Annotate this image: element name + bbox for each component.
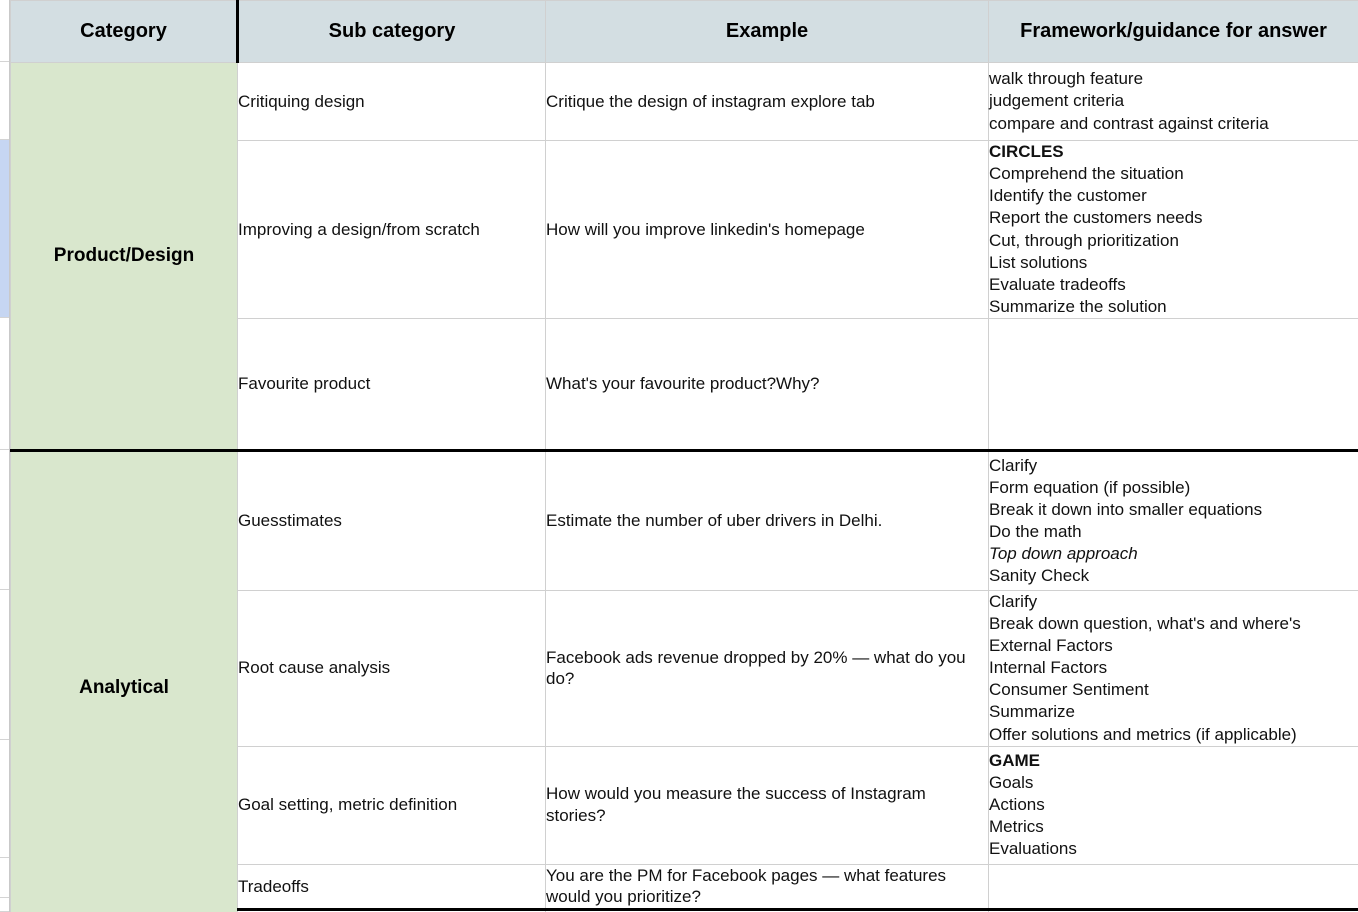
category-cell-product-design[interactable]: Product/Design [11,63,238,451]
framework-line: Do the math [989,522,1082,541]
example-cell[interactable]: Facebook ads revenue dropped by 20% — what do you do? [546,591,989,747]
framework-line: CIRCLES [989,142,1064,162]
framework-line: Metrics [989,817,1044,837]
framework-line: Clarify [989,455,1038,475]
table-header-row [11,1,1358,63]
framework-line: Top down approach [989,544,1138,564]
framework-cell[interactable] [989,319,1358,451]
framework-line: Consumer Sentiment [989,680,1149,700]
sub-category-cell[interactable]: Favourite product [238,319,546,451]
column-header-category[interactable]: Category [11,1,238,63]
table-row[interactable] [11,63,1358,141]
framework-line: Break down question, what's and where's [989,614,1301,634]
framework-cell[interactable] [989,746,1358,864]
gutter-row-header[interactable] [0,0,9,62]
column-header-example[interactable]: Example [546,1,989,63]
framework-line: GAME [989,750,1040,770]
framework-line: Break it down into smaller equations [989,499,1263,519]
framework-line: Form equation (if possible) [989,477,1191,497]
sub-category-cell[interactable]: Tradeoffs [238,864,546,910]
framework-line: Summarize the solution [989,296,1167,316]
sub-category-cell[interactable]: Goal setting, metric definition [238,746,546,864]
framework-line: Clarify [989,592,1038,611]
framework-line: Report the customers needs [989,208,1203,228]
sub-category-cell[interactable]: Root cause analysis [238,591,546,747]
example-cell[interactable]: How will you improve linkedin's homepage [546,141,989,319]
gutter-row-improving-selected[interactable] [0,140,9,318]
framework-line: Comprehend the situation [989,164,1184,184]
category-cell-analytical[interactable]: Analytical [11,451,238,912]
framework-line: Evaluate tradeoffs [989,274,1126,294]
gutter-row-critiquing[interactable] [0,62,9,140]
table-row[interactable] [11,451,1358,591]
framework-line: Internal Factors [989,658,1108,678]
framework-line: compare and contrast against criteria [989,113,1269,133]
framework-line: Offer solutions and metrics (if applicable) [989,724,1297,744]
gutter-row-tradeoffs[interactable] [0,858,9,898]
framework-line: walk through feature [989,69,1144,89]
framework-line: Sanity Check [989,566,1090,586]
row-header-gutter [0,0,10,912]
framework-line: judgement criteria [989,91,1125,111]
example-cell[interactable]: Estimate the number of uber drivers in Delhi. [546,451,989,591]
column-header-framework[interactable]: Framework/guidance for answer [989,1,1358,63]
framework-cell[interactable] [989,864,1358,910]
framework-cell[interactable] [989,141,1358,319]
framework-cell[interactable] [989,63,1358,141]
framework-line: Goals [989,773,1034,793]
column-header-sub-category[interactable]: Sub category [238,1,546,63]
framework-line: Evaluations [989,839,1077,859]
example-cell[interactable]: You are the PM for Facebook pages — what features would you prioritize? [546,864,989,910]
gutter-row-root-cause[interactable] [0,590,9,740]
gutter-row-goal-setting[interactable] [0,740,9,858]
example-cell[interactable]: What's your favourite product?Why? [546,319,989,451]
framework-line: Actions [989,795,1045,815]
sub-category-cell[interactable]: Critiquing design [238,63,546,141]
framework-cell[interactable] [989,591,1358,747]
framework-line: List solutions [989,252,1088,272]
gutter-row-next[interactable] [0,898,9,912]
interview-question-table [10,0,1358,912]
framework-line: Identify the customer [989,186,1147,206]
framework-line: External Factors [989,636,1113,656]
framework-line: Summarize [989,702,1075,722]
framework-cell[interactable] [989,451,1358,591]
example-cell[interactable]: How would you measure the success of Instagram stories? [546,746,989,864]
framework-line: Cut, through prioritization [989,230,1179,250]
sub-category-cell[interactable]: Improving a design/from scratch [238,141,546,319]
gutter-row-favourite[interactable] [0,318,9,450]
gutter-row-guesstimates[interactable] [0,450,9,590]
example-cell[interactable]: Critique the design of instagram explore tab [546,63,989,141]
sub-category-cell[interactable]: Guesstimates [238,451,546,591]
